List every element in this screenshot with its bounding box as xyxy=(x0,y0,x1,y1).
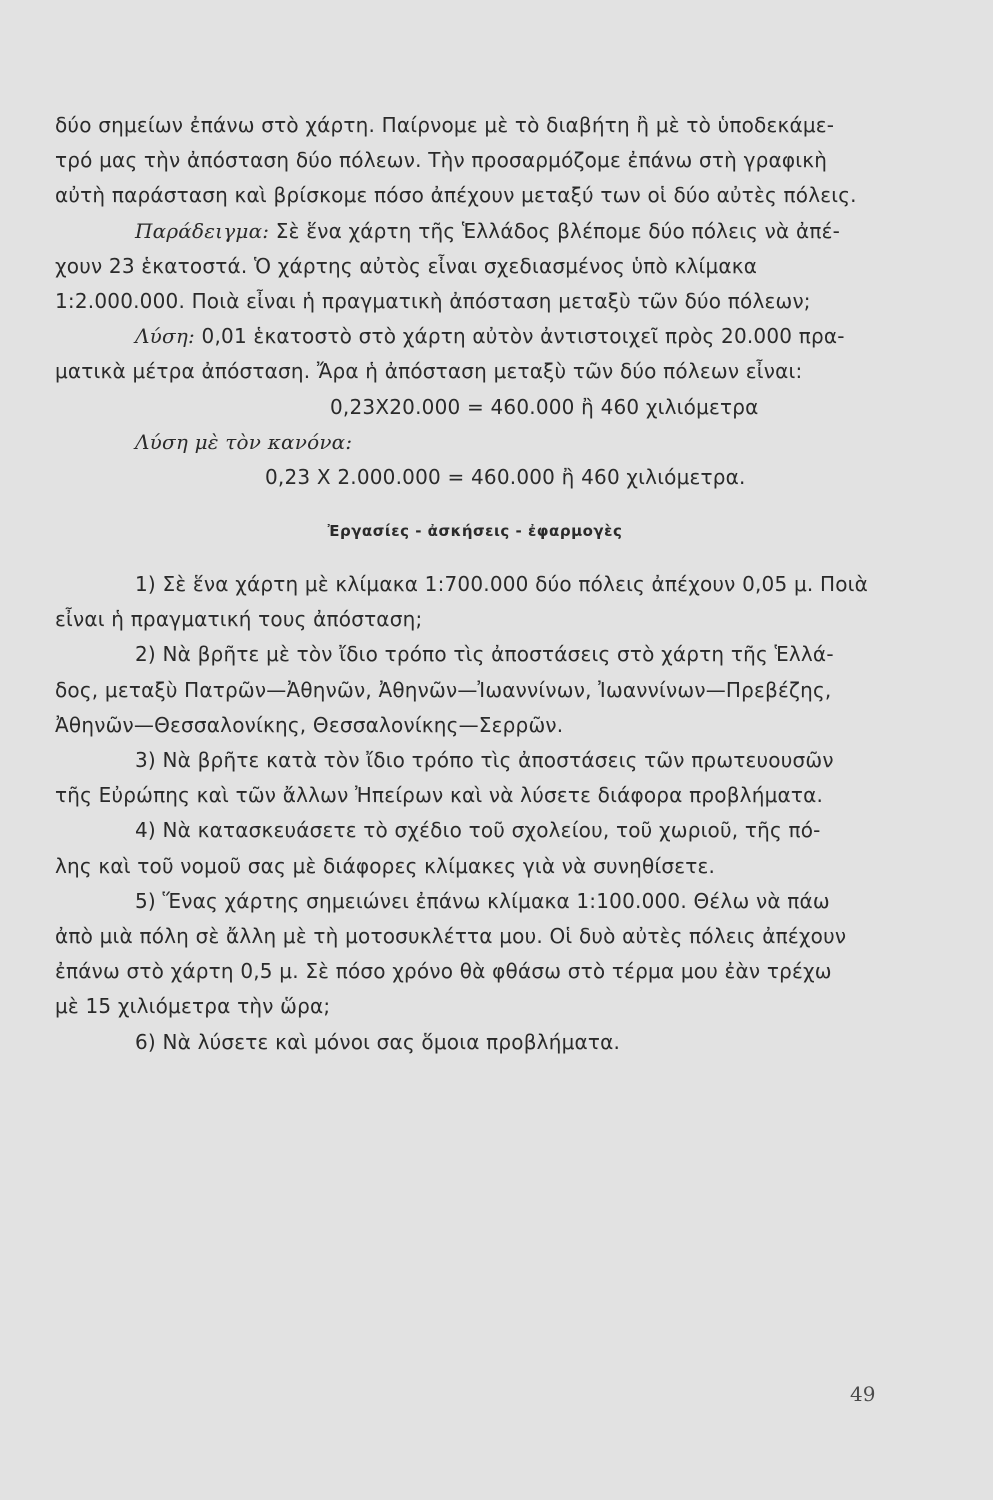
exercise-2-line-3: Ἀθηνῶν—Θεσσαλονίκης, Θεσσαλονίκης—Σερρῶν. xyxy=(55,712,564,737)
exercise-2-line-2: δος, μεταξὺ Πατρῶν—Ἀθηνῶν, Ἀθηνῶν—Ἰωαννίνων, Ἰωαννίνων—Πρεβέζης, xyxy=(55,677,832,702)
exercise-5-line-2: ἀπὸ μιὰ πόλη σὲ ἄλλη μὲ τὴ μοτοσυκλέττα μου. Οἱ δυὸ αὐτὲς πόλεις ἀπέχουν xyxy=(55,923,847,948)
exercise-1-line-2: εἶναι ἡ πραγματική τους ἀπόσταση; xyxy=(55,607,423,632)
intro-line-2: τρό μας τὴν ἀπόσταση δύο πόλεων. Τὴν προσαρμόζομε ἐπάνω στὴ γραφικὴ xyxy=(55,148,828,173)
page-body xyxy=(55,108,875,1060)
exercise-4-line-2: λης καὶ τοῦ νομοῦ σας μὲ διάφορες κλίμακες γιὰ νὰ συνηθίσετε. xyxy=(55,853,716,878)
solution-text: 0,01 ἑκατοστὸ στὸ χάρτη αὐτὸν ἀντιστοιχεῖ πρὸς 20.000 πρα- xyxy=(194,324,845,349)
exercise-5-line-3: ἐπάνω στὸ χάρτη 0,5 μ. Σὲ πόσο χρόνο θὰ φθάσω στὸ τέρμα μου ἐὰν τρέχω xyxy=(55,959,832,984)
page-number: 49 xyxy=(850,1382,876,1406)
rule-label: Λύση μὲ τὸν κανόνα: xyxy=(135,429,353,454)
solution-line-2: ματικὰ μέτρα ἀπόσταση. Ἄρα ἡ ἀπόσταση μεταξὺ τῶν δύο πόλεων εἶναι: xyxy=(55,359,803,384)
exercise-5-line-1: 5) Ἕνας χάρτης σημειώνει ἐπάνω κλίμακα 1:100.000. Θέλω νὰ πάω xyxy=(135,888,830,913)
rule-equation: 0,23 Χ 2.000.000 = 460.000 ἢ 460 χιλιόμετρα. xyxy=(265,464,746,489)
exercise-5-line-4: μὲ 15 χιλιόμετρα τὴν ὥρα; xyxy=(55,994,331,1019)
exercise-3-line-1: 3) Νὰ βρῆτε κατὰ τὸν ἴδιο τρόπο τὶς ἀποστάσεις τῶν πρωτευουσῶν xyxy=(135,748,834,772)
exercise-6-line-1: 6) Νὰ λύσετε καὶ μόνοι σας ὅμοια προβλήματα. xyxy=(135,1029,621,1054)
intro-line-3: αὐτὴ παράσταση καὶ βρίσκομε πόσο ἀπέχουν μεταξύ των οἱ δύο αὐτὲς πόλεις. xyxy=(55,183,857,208)
example-line-2: χουν 23 ἑκατοστά. Ὁ χάρτης αὐτὸς εἶναι σχεδιασμένος ὑπὸ κλίμακα xyxy=(55,253,758,278)
intro-line-1: δύο σημείων ἐπάνω στὸ χάρτη. Παίρνομε μὲ τὸ διαβήτη ἢ μὲ τὸ ὑποδεκάμε- xyxy=(55,113,835,137)
exercises-heading: Ἐργασίες - ἀσκήσεις - ἐφαρμογὲς xyxy=(327,522,623,541)
solution-equation: 0,23Χ20.000 = 460.000 ἢ 460 χιλιόμετρα xyxy=(330,394,759,419)
exercise-4-line-1: 4) Νὰ κατασκευάσετε τὸ σχέδιο τοῦ σχολείου, τοῦ χωριοῦ, τῆς πό- xyxy=(135,818,821,843)
example-line-3: 1:2.000.000. Ποιὰ εἶναι ἡ πραγματικὴ ἀπόσταση μεταξὺ τῶν δύο πόλεων; xyxy=(55,288,811,313)
example-line-1 xyxy=(55,214,875,249)
example-text: Σὲ ἕνα χάρτη τῆς Ἑλλάδος βλέπομε δύο πόλεις νὰ ἀπέ- xyxy=(269,218,841,243)
exercise-3-line-2: τῆς Εὐρώπης καὶ τῶν ἄλλων Ἠπείρων καὶ νὰ λύσετε διάφορα προβλήματα. xyxy=(55,783,824,808)
example-label: Παράδειγμα: xyxy=(135,218,270,243)
exercise-1-line-1: 1) Σὲ ἕνα χάρτη μὲ κλίμακα 1:700.000 δύο πόλεις ἀπέχουν 0,05 μ. Ποιὰ xyxy=(135,572,869,597)
solution-label: Λύση: xyxy=(135,324,195,349)
solution-line-1 xyxy=(55,319,875,354)
exercise-2-line-1: 2) Νὰ βρῆτε μὲ τὸν ἴδιο τρόπο τὶς ἀποστάσεις στὸ χάρτη τῆς Ἑλλά- xyxy=(135,642,834,667)
